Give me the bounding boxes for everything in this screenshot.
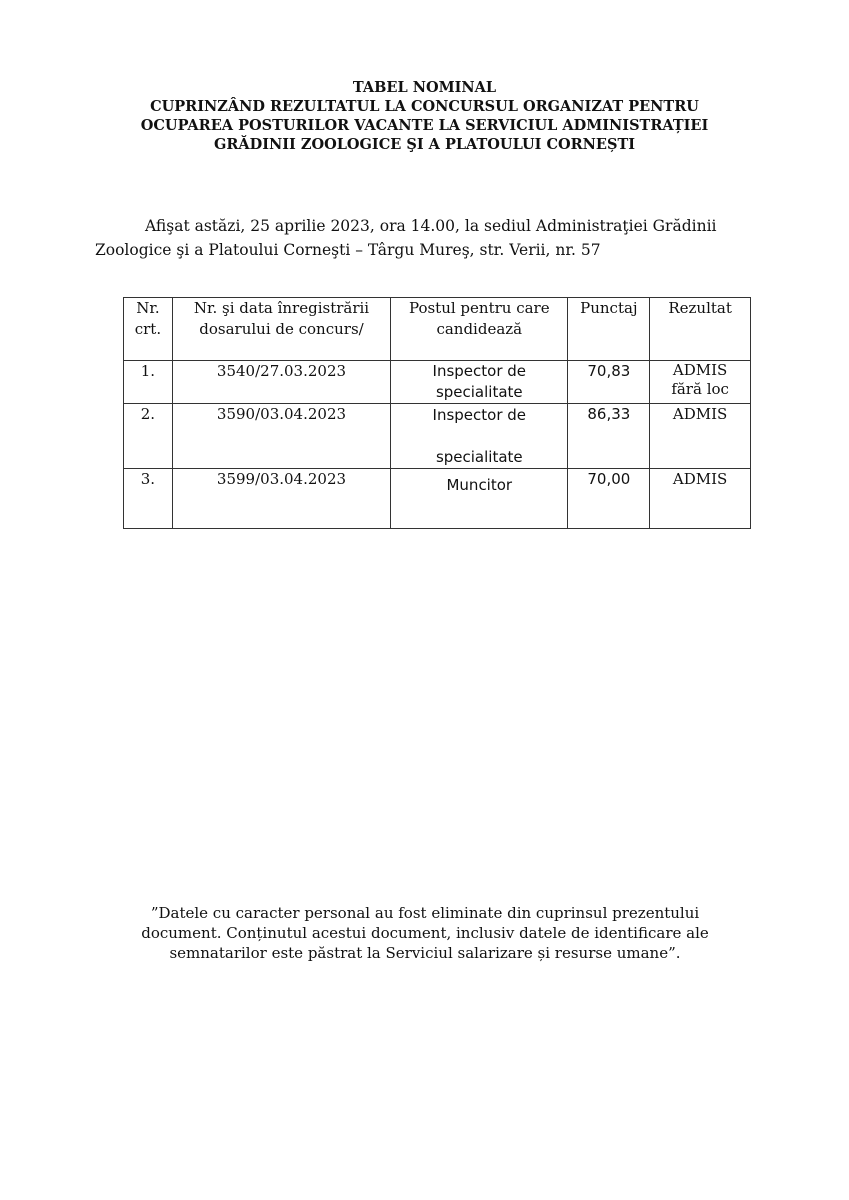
- posting-notice-line-2: Zoologice şi a Platoului Corneşti – Târgu Mureş, str. Verii, nr. 57: [95, 241, 601, 259]
- header-reg-line-2: dosarului de concurs/: [199, 320, 364, 338]
- row-punctaj: 70,00: [568, 469, 650, 529]
- row-registration: 3540/27.03.2023: [172, 361, 390, 404]
- row-nr: 2.: [124, 404, 173, 469]
- title-line-2: CUPRINZÂND REZULTATUL LA CONCURSUL ORGANIZAT PENTRU: [150, 98, 699, 115]
- row-registration: 3590/03.04.2023: [172, 404, 390, 469]
- row-post-line-1: Inspector de: [432, 362, 527, 380]
- row-nr: 3.: [124, 469, 173, 529]
- table-header-row: [124, 298, 751, 361]
- row-post: Muncitor: [391, 469, 568, 529]
- header-post-line-1: Postul pentru care: [408, 299, 550, 317]
- privacy-notice-line-3: semnatarilor este păstrat la Serviciul salarizare și resurse umane”.: [169, 944, 681, 962]
- document-title: [60, 78, 789, 154]
- title-line-1: TABEL NOMINAL: [352, 79, 497, 96]
- row-nr: 1.: [124, 361, 173, 404]
- header-rezultat: Rezultat: [650, 298, 751, 361]
- header-reg-line-1: Nr. şi data înregistrării: [193, 299, 370, 317]
- title-line-3: OCUPAREA POSTURILOR VACANTE LA SERVICIUL ADMINISTRAȚIEI: [140, 117, 709, 134]
- row-rezultat: ADMIS: [650, 404, 751, 469]
- privacy-notice: [80, 903, 770, 963]
- row-punctaj: 70,83: [568, 361, 650, 404]
- row-post: [391, 404, 568, 469]
- title-line-4: GRĂDINII ZOOLOGICE ŞI A PLATOULUI CORNEȘTI: [213, 136, 636, 153]
- header-registration: [172, 298, 390, 361]
- row-rezultat-line-2: fără loc: [671, 380, 729, 398]
- header-post: [391, 298, 568, 361]
- posting-notice: [95, 214, 755, 262]
- header-post-line-2: candidează: [436, 320, 523, 338]
- row-post-line-2: specialitate: [435, 383, 523, 401]
- row-rezultat: ADMIS: [650, 469, 751, 529]
- header-nr-crt: [124, 298, 173, 361]
- row-post: [391, 361, 568, 404]
- table-row: [124, 361, 751, 404]
- row-post-line-1: Inspector de: [432, 406, 527, 424]
- row-post-line-2: specialitate: [435, 448, 523, 466]
- row-rezultat-line-1: ADMIS: [672, 361, 728, 379]
- privacy-notice-line-1: ”Datele cu caracter personal au fost eliminate din cuprinsul prezentului: [150, 904, 700, 922]
- results-table: [123, 297, 751, 529]
- privacy-notice-line-2: document. Conținutul acestui document, inclusiv datele de identificare ale: [141, 924, 709, 942]
- table-row: [124, 404, 751, 469]
- row-rezultat: [650, 361, 751, 404]
- header-nr-line-1: Nr.: [136, 299, 160, 317]
- table-row: [124, 469, 751, 529]
- row-punctaj: 86,33: [568, 404, 650, 469]
- row-registration: 3599/03.04.2023: [172, 469, 390, 529]
- posting-notice-line-1: Afişat astăzi, 25 aprilie 2023, ora 14.00, la sediul Administraţiei Grădinii: [145, 217, 717, 235]
- header-punctaj: Punctaj: [568, 298, 650, 361]
- header-nr-line-2: crt.: [134, 320, 162, 338]
